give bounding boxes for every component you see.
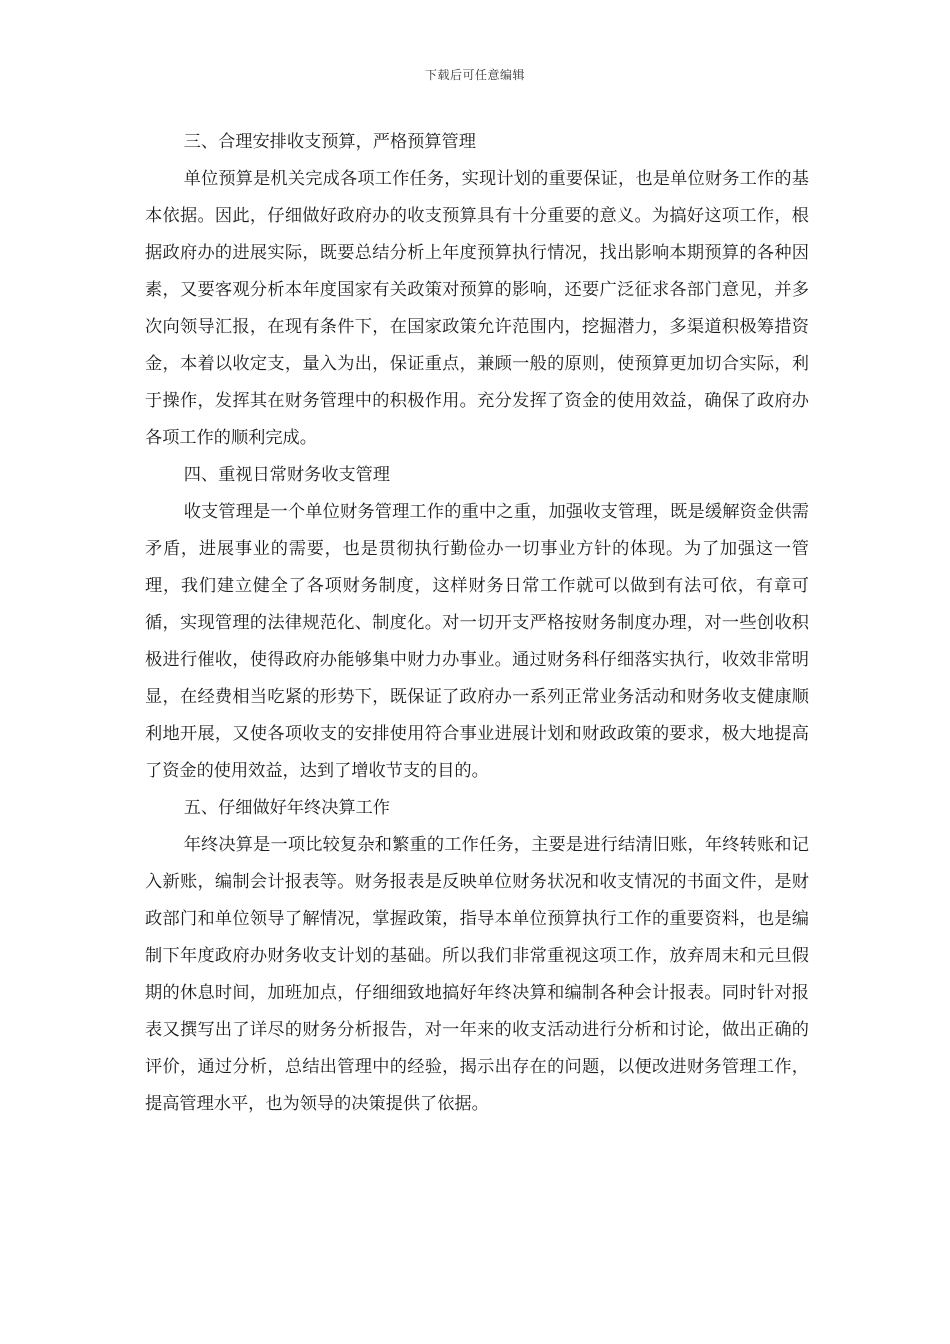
section-paragraph-daily-management: 收支管理是一个单位财务管理工作的重中之重，加强收支管理，既是缓解资金供需矛盾，进展事业的需要，也是贯彻执行勤俭办一切事业方针的体现。为了加强这一管理，我们建立健全了各项财务制度，这样财务日常工作就可以做到有法可依，有章可循，实现管理的法律规范化、制度化。对一切开支严格按财务制度办理，对一些创收积极进行催收，使得政府办能够集中财力办事业。通过财务科仔细落实执行，收效非常明显，在经费相当吃紧的形势下，既保证了政府办一系列正常业务活动和财务收支健康顺利地开展，又使各项收支的安排使用符合事业进展计划和财政政策的要求，极大地提高了资金的使用效益，达到了增收节支的目的。 [145,502,809,781]
document-body [145,124,809,1123]
section-paragraph-budget: 单位预算是机关完成各项工作任务，实现计划的重要保证，也是单位财务工作的基本依据。因此，仔细做好政府办的收支预算具有十分重要的意义。为搞好这项工作，根据政府办的进展实际，既要总结分析上年度预算执行情况，找出影响本期预算的各种因素，又要客观分析本年度国家有关政策对预算的影响，还要广泛征求各部门意见，并多次向领导汇报，在现有条件下，在国家政策允许范围内，挖掘潜力，多渠道积极筹措资金，本着以收定支，量入为出，保证重点，兼顾一般的原则，使预算更加切合实际，利于操作，发挥其在财务管理中的积极作用。充分发挥了资金的使用效益，确保了政府办各项工作的顺利完成。 [145,169,809,448]
section-paragraph-year-end: 年终决算是一项比较复杂和繁重的工作任务，主要是进行结清旧账，年终转账和记入新账，编制会计报表等。财务报表是反映单位财务状况和收支情况的书面文件，是财政部门和单位领导了解情况，掌握政策，指导本单位预算执行工作的重要资料，也是编制下年度政府办财务收支计划的基础。所以我们非常重视这项工作，放弃周末和元旦假期的休息时间，加班加点，仔细细致地搞好年终决算和编制各种会计报表。同时针对报表又撰写出了详尽的财务分析报告，对一年来的收支活动进行分析和讨论，做出正确的评价，通过分析，总结出管理中的经验，揭示出存在的问题，以便改进财务管理工作，提高管理水平，也为领导的决策提供了依据。 [145,835,809,1114]
page-header: 下载后可任意编辑 [424,68,525,82]
section-heading-daily-management: 四、重视日常财务收支管理 [183,465,390,485]
section-heading-year-end: 五、仔细做好年终决算工作 [183,798,390,818]
section-heading-budget: 三、合理安排收支预算，严格预算管理 [183,132,476,152]
